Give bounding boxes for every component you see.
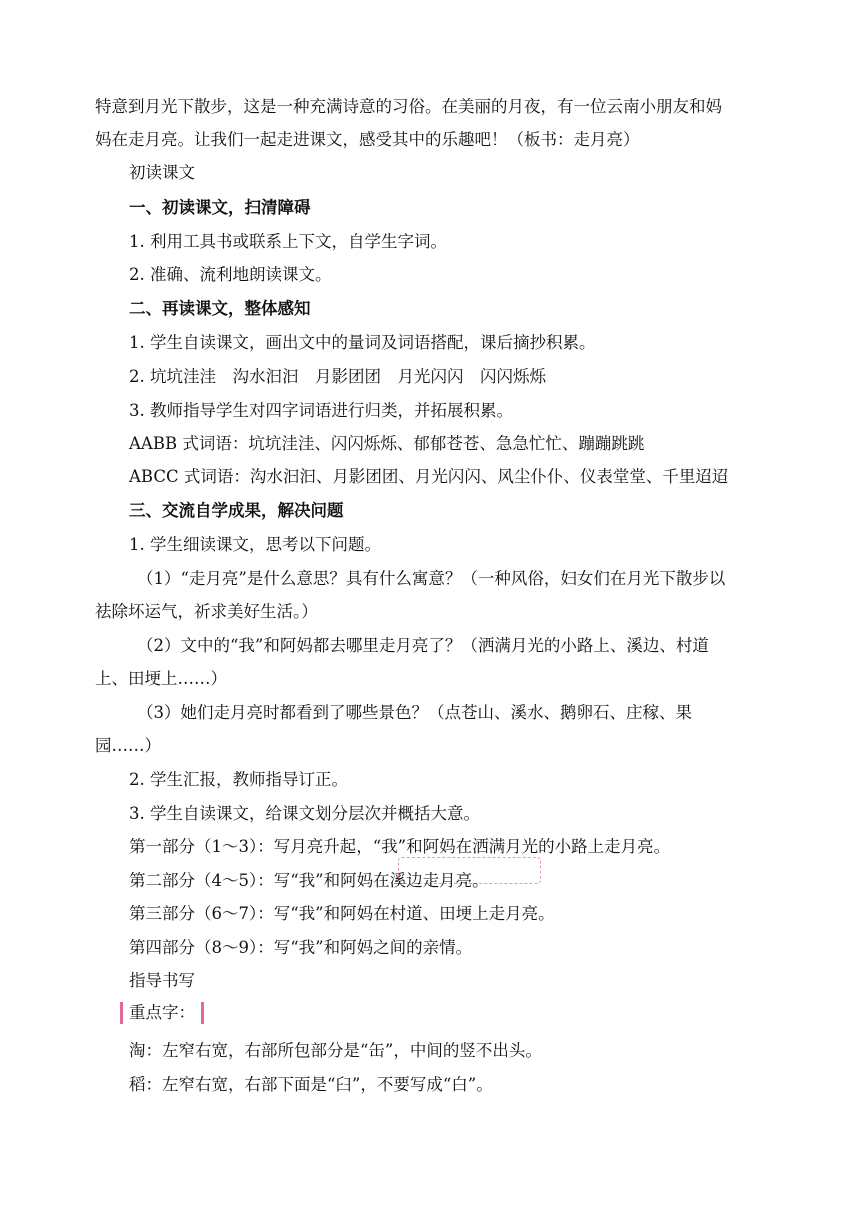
list-item: 1. 利用工具书或联系上下文，自学生字词。 (129, 232, 447, 251)
section-part-4: 第四部分（8～9）：写“我”和阿妈之间的亲情。 (129, 938, 473, 957)
question-2-line-2: 上、田埂上……） (95, 669, 227, 688)
character-note-tao: 淘：左窄右宽，右部所包部分是“缶”，中间的竖不出头。 (129, 1041, 542, 1060)
question-2-line-1: （2）文中的“我”和阿妈都去哪里走月亮了？（洒满月光的小路上、溪边、村道 (137, 636, 709, 655)
list-item: 1. 学生自读课文，画出文中的量词及词语搭配，课后摘抄积累。 (129, 333, 596, 352)
heading-part-two: 二、再读课文，整体感知 (129, 299, 311, 318)
list-item: 2. 坑坑洼洼 沟水汩汩 月影团团 月光闪闪 闪闪烁烁 (129, 367, 546, 386)
paragraph-line-intro-1: 特意到月光下散步，这是一种充满诗意的习俗。在美丽的月夜，有一位云南小朋友和妈 (95, 97, 722, 116)
list-item: 1. 学生细读课文，思考以下问题。 (129, 535, 381, 554)
question-3-line-2: 园……） (95, 736, 161, 755)
section-part-2: 第二部分（4～5）：写“我”和阿妈在溪边走月亮。 (129, 871, 489, 890)
question-1-line-1: （1）“走月亮”是什么意思？具有什么寓意？（一种风俗，妇女们在月光下散步以 (137, 569, 726, 588)
section-heading-writing-guide: 指导书写 (129, 971, 195, 990)
section-part-3: 第三部分（6～7）：写“我”和阿妈在村道、田埂上走月亮。 (129, 904, 555, 923)
list-item: 2. 学生汇报，教师指导订正。 (129, 770, 348, 789)
section-heading-first-reading: 初读课文 (129, 163, 195, 182)
word-group-abcc: ABCC 式词语：沟水汩汩、月影团团、月光闪闪、风尘仆仆、仪表堂堂、千里迢迢 (129, 467, 729, 486)
question-3-line-1: （3）她们走月亮时都看到了哪些景色？（点苍山、溪水、鹅卵石、庄稼、果 (137, 703, 692, 722)
key-characters-tag: 重点字： (120, 1002, 204, 1024)
heading-part-three: 三、交流自学成果，解决问题 (129, 501, 344, 520)
word-group-aabb: AABB 式词语：坑坑洼洼、闪闪烁烁、郁郁苍苍、急急忙忙、蹦蹦跳跳 (129, 434, 645, 453)
question-1-line-2: 祛除坏运气，祈求美好生活。） (95, 602, 318, 621)
list-item: 2. 准确、流利地朗读课文。 (129, 265, 332, 284)
list-item: 3. 学生自读课文，给课文划分层次并概括大意。 (129, 804, 480, 823)
heading-part-one: 一、初读课文，扫清障碍 (129, 198, 311, 217)
character-note-dao: 稻：左窄右宽，右部下面是“臼”，不要写成“白”。 (129, 1075, 493, 1094)
list-item: 3. 教师指导学生对四字词语进行归类，并拓展积累。 (129, 401, 513, 420)
paragraph-line-intro-2: 妈在走月亮。让我们一起走进课文，感受其中的乐趣吧！（板书：走月亮） (95, 130, 640, 149)
section-part-1: 第一部分（1～3）：写月亮升起，“我”和阿妈在洒满月光的小路上走月亮。 (129, 837, 671, 856)
